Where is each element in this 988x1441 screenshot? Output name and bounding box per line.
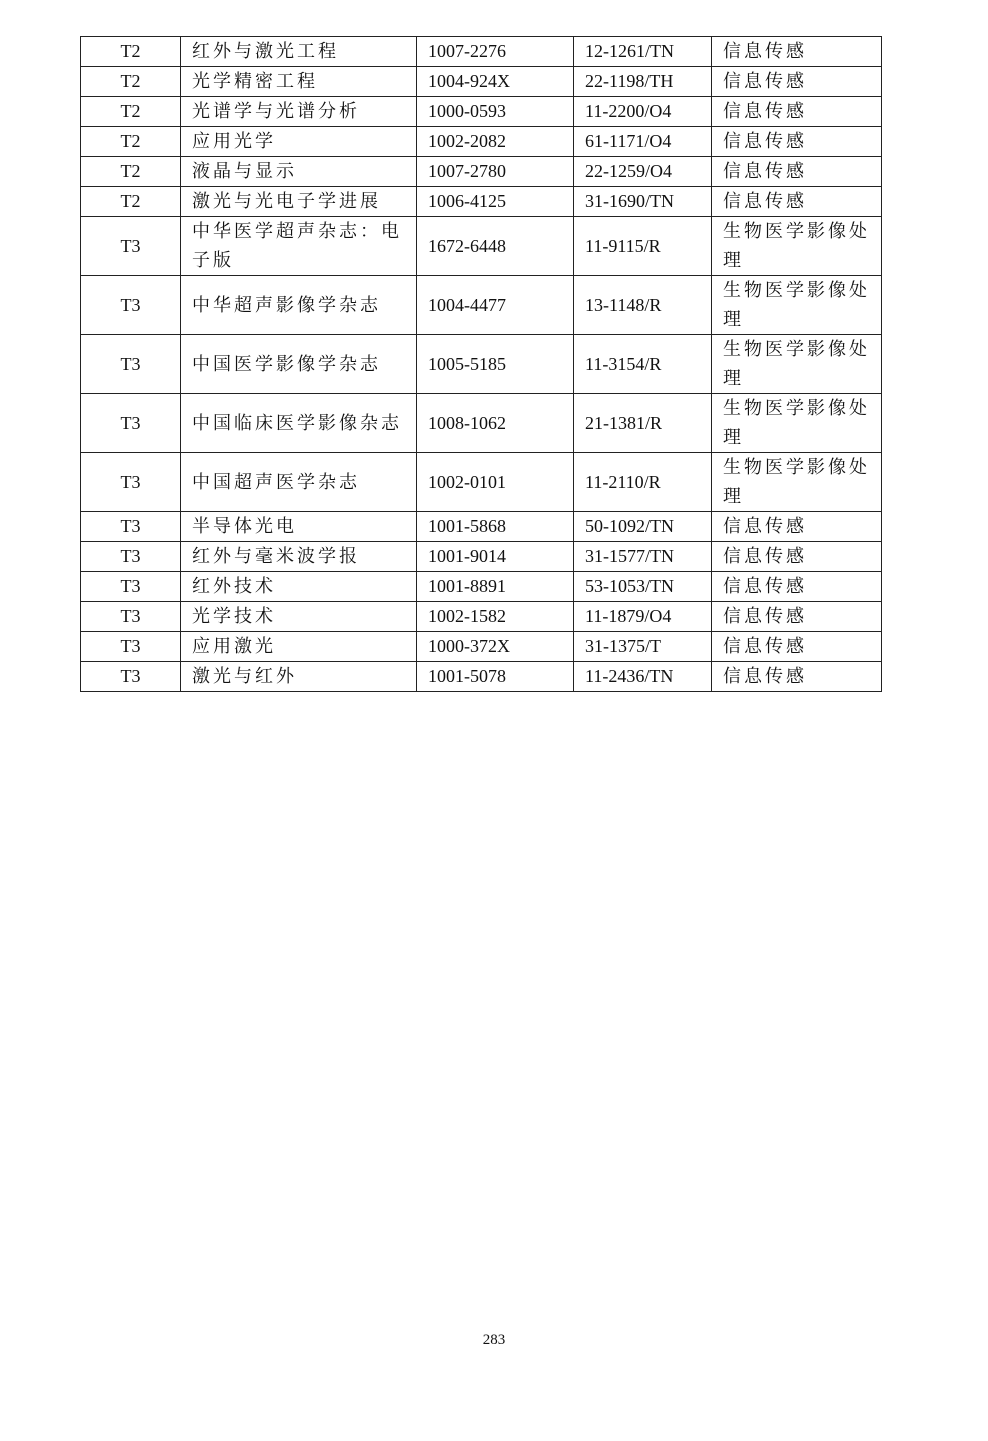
table-row: [81, 187, 882, 217]
table-row: [81, 662, 882, 692]
table-row: [81, 453, 882, 512]
journal-name-cell: 液晶与显示: [181, 157, 417, 187]
cn-cell: 13-1148/R: [574, 276, 712, 335]
journal-name-cell: 光学技术: [181, 602, 417, 632]
issn-cell: 1006-4125: [417, 187, 574, 217]
cn-cell: 12-1261/TN: [574, 37, 712, 67]
tier-cell: T2: [81, 37, 181, 67]
issn-cell: 1002-2082: [417, 127, 574, 157]
table-row: [81, 542, 882, 572]
table-row: [81, 335, 882, 394]
journal-name-cell: 激光与光电子学进展: [181, 187, 417, 217]
cn-cell: 31-1577/TN: [574, 542, 712, 572]
tier-cell: T3: [81, 217, 181, 276]
category-cell: 信息传感: [712, 632, 882, 662]
tier-cell: T3: [81, 572, 181, 602]
tier-cell: T3: [81, 394, 181, 453]
tier-cell: T2: [81, 127, 181, 157]
category-cell: 信息传感: [712, 37, 882, 67]
table-row: [81, 572, 882, 602]
journal-name-cell: 中国临床医学影像杂志: [181, 394, 417, 453]
journal-name-cell: 激光与红外: [181, 662, 417, 692]
page-number: 283: [482, 1332, 506, 1348]
category-cell: 信息传感: [712, 127, 882, 157]
category-cell: 生物医学影像处理: [712, 276, 882, 335]
category-cell: 信息传感: [712, 187, 882, 217]
journal-name-cell: 中国超声医学杂志: [181, 453, 417, 512]
category-cell: 生物医学影像处理: [712, 453, 882, 512]
category-cell: 信息传感: [712, 157, 882, 187]
cn-cell: 11-2436/TN: [574, 662, 712, 692]
cn-cell: 21-1381/R: [574, 394, 712, 453]
tier-cell: T3: [81, 632, 181, 662]
category-cell: 信息传感: [712, 602, 882, 632]
category-cell: 信息传感: [712, 542, 882, 572]
category-cell: 生物医学影像处理: [712, 335, 882, 394]
issn-cell: 1007-2780: [417, 157, 574, 187]
issn-cell: 1002-1582: [417, 602, 574, 632]
category-cell: 信息传感: [712, 572, 882, 602]
table-row: [81, 217, 882, 276]
issn-cell: 1672-6448: [417, 217, 574, 276]
tier-cell: T2: [81, 187, 181, 217]
journal-name-cell: 光谱学与光谱分析: [181, 97, 417, 127]
journal-name-cell: 红外与激光工程: [181, 37, 417, 67]
cn-cell: 11-3154/R: [574, 335, 712, 394]
table-row: [81, 37, 882, 67]
issn-cell: 1000-0593: [417, 97, 574, 127]
journal-name-cell: 光学精密工程: [181, 67, 417, 97]
journal-table: [80, 36, 882, 692]
category-cell: 信息传感: [712, 662, 882, 692]
tier-cell: T3: [81, 453, 181, 512]
issn-cell: 1001-8891: [417, 572, 574, 602]
tier-cell: T3: [81, 276, 181, 335]
journal-table-body: [81, 37, 882, 692]
tier-cell: T3: [81, 662, 181, 692]
cn-cell: 50-1092/TN: [574, 512, 712, 542]
table-row: [81, 67, 882, 97]
cn-cell: 31-1375/T: [574, 632, 712, 662]
table-row: [81, 632, 882, 662]
table-row: [81, 276, 882, 335]
issn-cell: 1001-5868: [417, 512, 574, 542]
tier-cell: T3: [81, 335, 181, 394]
tier-cell: T2: [81, 97, 181, 127]
cn-cell: 22-1259/O4: [574, 157, 712, 187]
cn-cell: 11-9115/R: [574, 217, 712, 276]
table-row: [81, 97, 882, 127]
journal-name-cell: 应用光学: [181, 127, 417, 157]
issn-cell: 1004-924X: [417, 67, 574, 97]
issn-cell: 1005-5185: [417, 335, 574, 394]
tier-cell: T2: [81, 67, 181, 97]
journal-name-cell: 红外与毫米波学报: [181, 542, 417, 572]
category-cell: 生物医学影像处理: [712, 217, 882, 276]
table-row: [81, 127, 882, 157]
issn-cell: 1001-5078: [417, 662, 574, 692]
tier-cell: T2: [81, 157, 181, 187]
journal-name-cell: 红外技术: [181, 572, 417, 602]
category-cell: 信息传感: [712, 97, 882, 127]
journal-name-cell: 半导体光电: [181, 512, 417, 542]
journal-name-cell: 中华医学超声杂志：电子版: [181, 217, 417, 276]
issn-cell: 1002-0101: [417, 453, 574, 512]
tier-cell: T3: [81, 602, 181, 632]
category-cell: 信息传感: [712, 512, 882, 542]
journal-name-cell: 应用激光: [181, 632, 417, 662]
journal-name-cell: 中华超声影像学杂志: [181, 276, 417, 335]
issn-cell: 1004-4477: [417, 276, 574, 335]
table-row: [81, 512, 882, 542]
category-cell: 信息传感: [712, 67, 882, 97]
cn-cell: 61-1171/O4: [574, 127, 712, 157]
journal-name-cell: 中国医学影像学杂志: [181, 335, 417, 394]
category-cell: 生物医学影像处理: [712, 394, 882, 453]
issn-cell: 1007-2276: [417, 37, 574, 67]
tier-cell: T3: [81, 542, 181, 572]
cn-cell: 11-1879/O4: [574, 602, 712, 632]
issn-cell: 1000-372X: [417, 632, 574, 662]
issn-cell: 1001-9014: [417, 542, 574, 572]
table-row: [81, 157, 882, 187]
tier-cell: T3: [81, 512, 181, 542]
table-row: [81, 394, 882, 453]
cn-cell: 11-2200/O4: [574, 97, 712, 127]
cn-cell: 11-2110/R: [574, 453, 712, 512]
cn-cell: 31-1690/TN: [574, 187, 712, 217]
cn-cell: 53-1053/TN: [574, 572, 712, 602]
issn-cell: 1008-1062: [417, 394, 574, 453]
cn-cell: 22-1198/TH: [574, 67, 712, 97]
table-row: [81, 602, 882, 632]
